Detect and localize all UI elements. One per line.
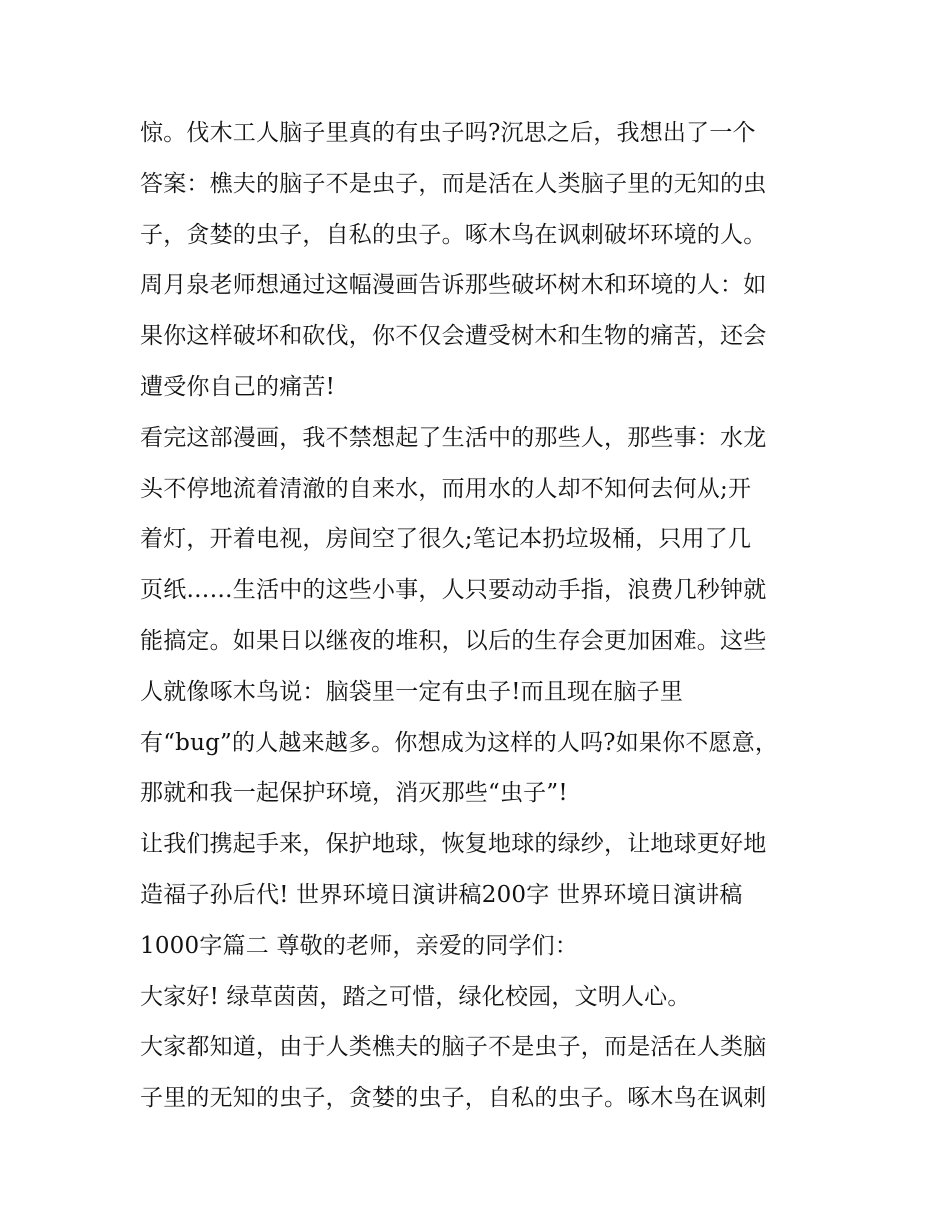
text-line: 子里的无知的虫子，贪婪的虫子，自私的虫子。啄木鸟在讽刺 [140,1085,767,1112]
text-line: 周月泉老师想通过这幅漫画告诉那些破坏树木和环境的人：如 [140,272,767,299]
text-line: 惊。伐木工人脑子里真的有虫子吗?沉思之后，我想出了一个 [140,120,756,146]
text-line: 页纸……生活中的这些小事，人只要动动手指，浪费几秒钟就 [140,577,767,604]
document-body [140,108,820,1124]
text-line: 大家都知道，由于人类樵夫的脑子不是虫子，而是活在人类脑 [140,1034,767,1061]
text-line: 让我们携起手来，保护地球，恢复地球的绿纱，让地球更好地 [140,831,767,858]
text-line: 有“bug”的人越来越多。你想成为这样的人吗?如果你不愿意， [140,729,779,756]
text-line: 看完这部漫画，我不禁想起了生活中的那些人，那些事：水龙 [140,424,767,451]
text-line: 遭受你自己的痛苦! [140,373,336,400]
text-line: 1000字篇二 尊敬的老师，亲爱的同学们： [140,932,579,959]
text-line: 着灯，开着电视，房间空了很久;笔记本扔垃圾桶，只用了几 [140,526,752,553]
text-line: 人就像啄木鸟说：脑袋里一定有虫子!而且现在脑子里 [140,678,684,705]
text-line: 果你这样破坏和砍伐，你不仅会遭受树木和生物的痛苦，还会 [140,323,767,350]
text-line: 造福子孙后代! 世界环境日演讲稿200字 世界环境日演讲稿 [140,881,743,908]
text-line: 能搞定。如果日以继夜的堆积，以后的生存会更加困难。这些 [140,627,767,654]
text-line: 大家好! 绿草茵茵，踏之可惜，绿化校园，文明人心。 [140,983,691,1010]
text-line: 头不停地流着清澈的自来水，而用水的人却不知何去何从;开 [140,475,752,502]
text-line: 答案：樵夫的脑子不是虫子，而是活在人类脑子里的无知的虫 [140,170,767,197]
text-line: 子，贪婪的虫子，自私的虫子。啄木鸟在讽刺破坏环境的人。 [140,221,767,248]
text-line: 那就和我一起保护环境，消灭那些“虫子”! [140,780,568,807]
